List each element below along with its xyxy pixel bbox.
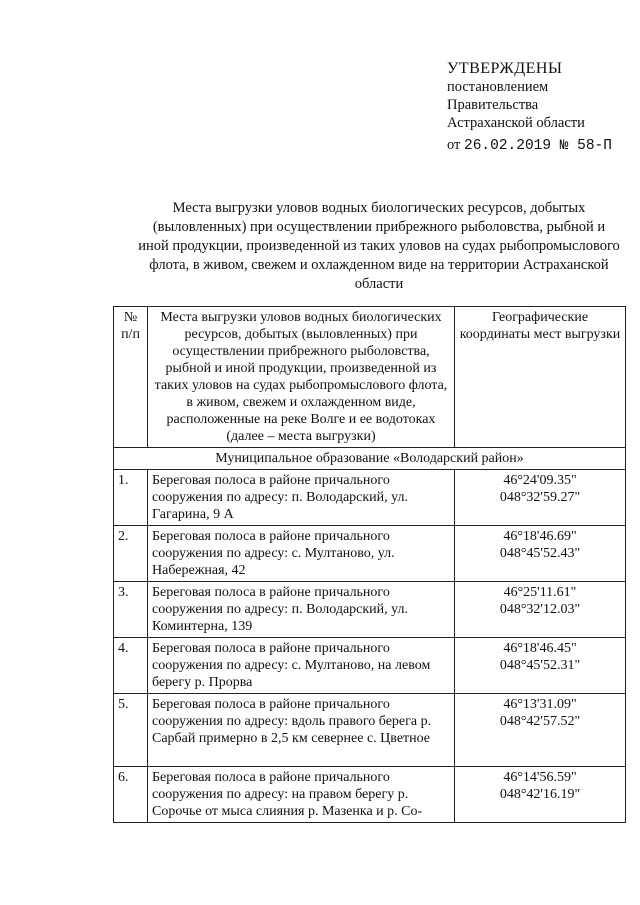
row-num: 2. xyxy=(114,526,148,582)
table-row xyxy=(114,582,626,638)
row-lon: 048°42'57.52" xyxy=(499,714,581,729)
approval-title: УТВЕРЖДЕНЫ xyxy=(447,60,563,77)
table-row xyxy=(114,694,626,767)
header-coords: Географические координаты мест выгрузки xyxy=(455,307,626,448)
row-lat: 46°13'31.09" xyxy=(503,697,577,712)
row-place: Береговая полоса в районе причального сооружения по адресу: п. Володарский, ул. Гагарина, 9 А xyxy=(148,470,455,526)
approval-date-prefix: от xyxy=(447,137,461,153)
row-num: 4. xyxy=(114,638,148,694)
row-lon: 048°45'52.31" xyxy=(499,658,581,673)
row-coords xyxy=(455,638,626,694)
table-row xyxy=(114,470,626,526)
header-place: Места выгрузки уловов водных биологических ресурсов, добытых (выловленных) при осуществлении прибрежного рыболовства, рыбной и иной продукции, произведенной из таких уловов на судах рыбопромыслового флота, в живом, свежем и охлажденном виде, расположенные на реке Волге и ее водотоках (далее – места выгрузки) xyxy=(148,307,455,448)
row-lon: 048°32'12.03" xyxy=(499,602,581,617)
row-place: Береговая полоса в районе причального сооружения по адресу: с. Мултаново, ул. Набережная, 42 xyxy=(148,526,455,582)
approval-date-line xyxy=(447,136,612,155)
row-coords xyxy=(455,694,626,767)
row-coords xyxy=(455,526,626,582)
row-num: 3. xyxy=(114,582,148,638)
row-lon: 048°45'52.43" xyxy=(499,546,581,561)
approval-line-1: постановлением xyxy=(447,79,549,95)
row-num: 1. xyxy=(114,470,148,526)
row-lat: 46°18'46.45" xyxy=(503,641,577,656)
row-num: 5. xyxy=(114,694,148,767)
table-header-row xyxy=(114,307,626,448)
row-lat: 46°25'11.61" xyxy=(503,585,577,600)
row-lat: 46°18'46.69" xyxy=(503,529,577,544)
row-place: Береговая полоса в районе причального сооружения по адресу: п. Володарский, ул. Коминтерна, 139 xyxy=(148,582,455,638)
row-coords xyxy=(455,767,626,823)
row-place: Береговая полоса в районе причального сооружения по адресу: с. Мултаново, на левом берегу р. Прорва xyxy=(148,638,455,694)
row-lon: 048°42'16.19" xyxy=(499,787,581,802)
row-lon: 048°32'59.27" xyxy=(499,490,581,505)
row-coords xyxy=(455,582,626,638)
unloading-places-table xyxy=(113,306,626,823)
approval-block xyxy=(447,60,612,155)
header-num: № п/п xyxy=(114,307,148,448)
approval-line-3: Астраханской области xyxy=(447,115,585,131)
approval-date-number: 26.02.2019 № 58-П xyxy=(464,138,612,154)
approval-line-2: Правительства xyxy=(447,97,539,113)
row-place: Береговая полоса в районе причального сооружения по адресу: вдоль правого берега р. Сарбай примерно в 2,5 км севернее с. Цветное xyxy=(148,694,455,767)
table-row xyxy=(114,638,626,694)
row-num: 6. xyxy=(114,767,148,823)
table-row xyxy=(114,526,626,582)
table-row xyxy=(114,767,626,823)
section-row xyxy=(114,448,626,470)
row-lat: 46°14'56.59" xyxy=(503,770,577,785)
row-place: Береговая полоса в районе причального сооружения по адресу: на правом берегу р. Сорочье от мыса слияния р. Мазенка и р. Со- xyxy=(148,767,455,823)
section-title: Муниципальное образование «Володарский район» xyxy=(114,448,626,470)
document-title: Места выгрузки уловов водных биологических ресурсов, добытых (выловленных) при осуществлении прибрежного рыболовства, рыбной и иной продукции, произведенной из таких уловов на судах рыбопромыслового флота, в живом, свежем и охлажденном виде на территории Астраханской области xyxy=(138,200,620,292)
row-lat: 46°24'09.35" xyxy=(503,473,577,488)
row-coords xyxy=(455,470,626,526)
